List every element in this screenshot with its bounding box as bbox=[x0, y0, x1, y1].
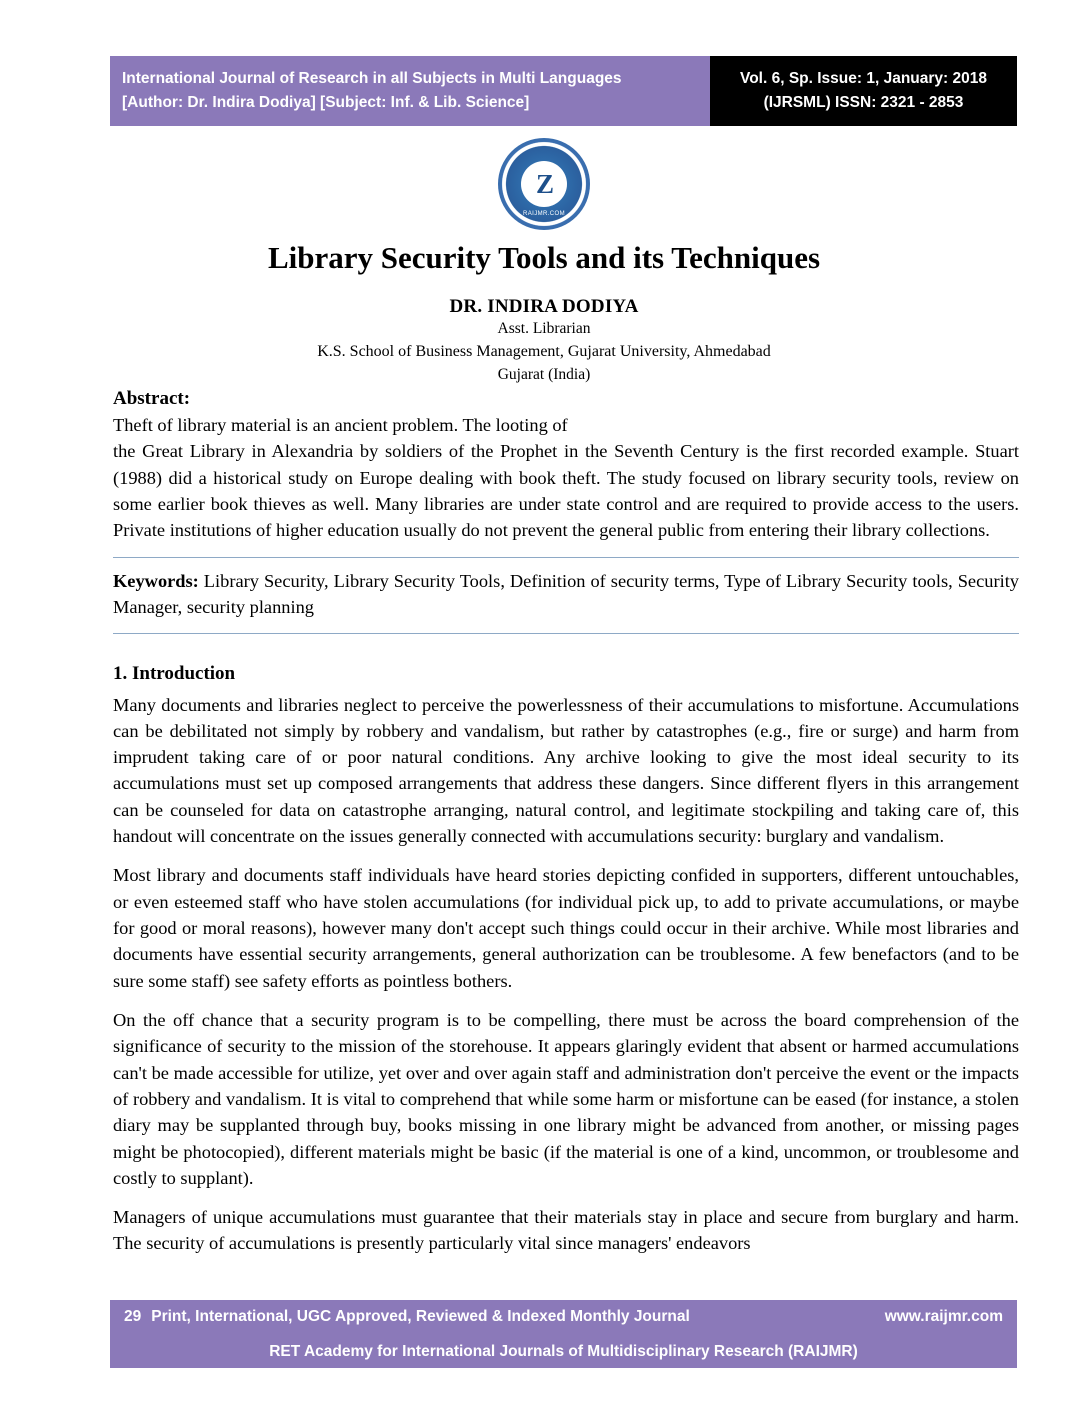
footer-row-secondary bbox=[110, 1334, 1017, 1368]
paragraph: Most library and documents staff individuals have heard stories depicting confided in supporters, different untouchables, or even esteemed staff who have stolen accumulations (for individual pick up, to add to private accumulations, or maybe for good or moral reasons), however many don't accept such things could occur in their archive. While most libraries and documents have essential security arrangements, general authorization can be troublesome. A few benefactors (and to be sure some staff) see safety efforts as pointless bothers. bbox=[113, 865, 1019, 991]
issn: (IJRSML) ISSN: 2321 - 2853 bbox=[763, 94, 964, 111]
logo-url-text: RAIJMR.COM bbox=[523, 211, 565, 217]
header-right-block bbox=[710, 56, 1017, 126]
footer-left-group bbox=[124, 1308, 690, 1326]
logo-monogram: Z bbox=[535, 168, 552, 199]
author-subject: [Author: Dr. Indira Dodiya] [Subject: Inf. & Lib. Science] bbox=[122, 94, 530, 111]
header-left-block bbox=[110, 56, 710, 126]
logo-inner-circle bbox=[521, 161, 567, 207]
section-spacer bbox=[113, 644, 1019, 660]
page-number: 29 bbox=[124, 1308, 142, 1325]
page-footer bbox=[110, 1300, 1017, 1368]
author-role: Asst. Librarian bbox=[497, 320, 591, 337]
author-name: DR. INDIRA DODIYA bbox=[449, 296, 639, 317]
keywords-bottom-divider bbox=[113, 633, 1019, 634]
abstract-label: Abstract: bbox=[113, 388, 191, 409]
keywords-top-divider bbox=[113, 557, 1019, 558]
byline bbox=[0, 296, 1088, 386]
document-body bbox=[113, 385, 1019, 1270]
paragraph: Many documents and libraries neglect to perceive the powerlessness of their accumulations to misfortune. Accumulations can be debilitated not simply by robbery and vandalism, but rather by catastrophes (e.g., fire or surge) and harm from imprudent taking care of or poor natural conditions. Any archive looking to give the most ideal security to its accumulations must set up composed arrangements that address these dangers. Since different flyers in this arrangement can be counseled for data on catastrophe arranging, natural control, and legitimate stockpiling and taking care of, this handout will concentrate on the issues generally connected with accumulations security: burglary and vandalism. bbox=[113, 694, 1019, 847]
author-place: Gujarat (India) bbox=[497, 365, 591, 383]
footer-journal-note: Print, International, UGC Approved, Reviewed & Indexed Monthly Journal bbox=[151, 1308, 690, 1325]
page-header bbox=[110, 56, 1017, 126]
page-title: Library Security Tools and its Techniques bbox=[267, 240, 821, 275]
section-heading-introduction: 1. Introduction bbox=[113, 663, 236, 685]
footer-publisher: RET Academy for International Journals of Multidisciplinary Research (RAIJMR) bbox=[269, 1342, 858, 1360]
abstract-text: the Great Library in Alexandria by soldiers of the Prophet in the Seventh Century is the first recorded example. Stuart (1988) did a historical study on Europe dealing with book theft. The study focused on library security tools, review on some earlier book thieves as well. Many libraries are under state control and are required to provide access to the users. Private institutions of higher education usually do not prevent the general public from entering their library collections. bbox=[113, 441, 1019, 541]
abstract-first-line: Theft of library material is an ancient problem. The looting of bbox=[113, 415, 568, 436]
journal-name: International Journal of Research in all Subjects in Multi Languages bbox=[122, 69, 622, 87]
journal-logo-wrap bbox=[0, 138, 1088, 230]
volume-issue: Vol. 6, Sp. Issue: 1, January: 2018 bbox=[740, 69, 987, 87]
paragraph: On the off chance that a security program is to be compelling, there must be across the board comprehension of the significance of security to the mission of the storehouse. It appears glaringly evident that absent or harmed accumulations can't be made accessible for utilize, yet over and over again staff and administration don't perceive the event or the impacts of robbery and vandalism. It is vital to comprehend that while some harm or misfortune can be eased (for instance, a stolen diary may be supplanted through buy, books missing in one library might be advanced from another, or missing pages might be photocopied), different materials might be basic (if the material is one of a kind, uncommon, or troublesome and costly to supplant). bbox=[113, 1009, 1019, 1188]
footer-website-link[interactable]: www.raijmr.com bbox=[884, 1308, 1003, 1325]
keywords-label: Keywords: bbox=[113, 570, 199, 591]
author-affiliation: K.S. School of Business Management, Gujarat University, Ahmedabad bbox=[317, 343, 771, 361]
footer-row-primary bbox=[110, 1300, 1017, 1334]
journal-logo-icon bbox=[498, 138, 590, 230]
keywords-text: Library Security, Library Security Tools, Definition of security terms, Type of Library Security tools, Security Manager, security planning bbox=[113, 570, 1019, 618]
keywords-block bbox=[113, 568, 1019, 621]
paragraph: Managers of unique accumulations must guarantee that their materials stay in place and secure from burglary and harm. The security of accumulations is presently particularly vital since managers' endeavors bbox=[113, 1207, 1019, 1254]
